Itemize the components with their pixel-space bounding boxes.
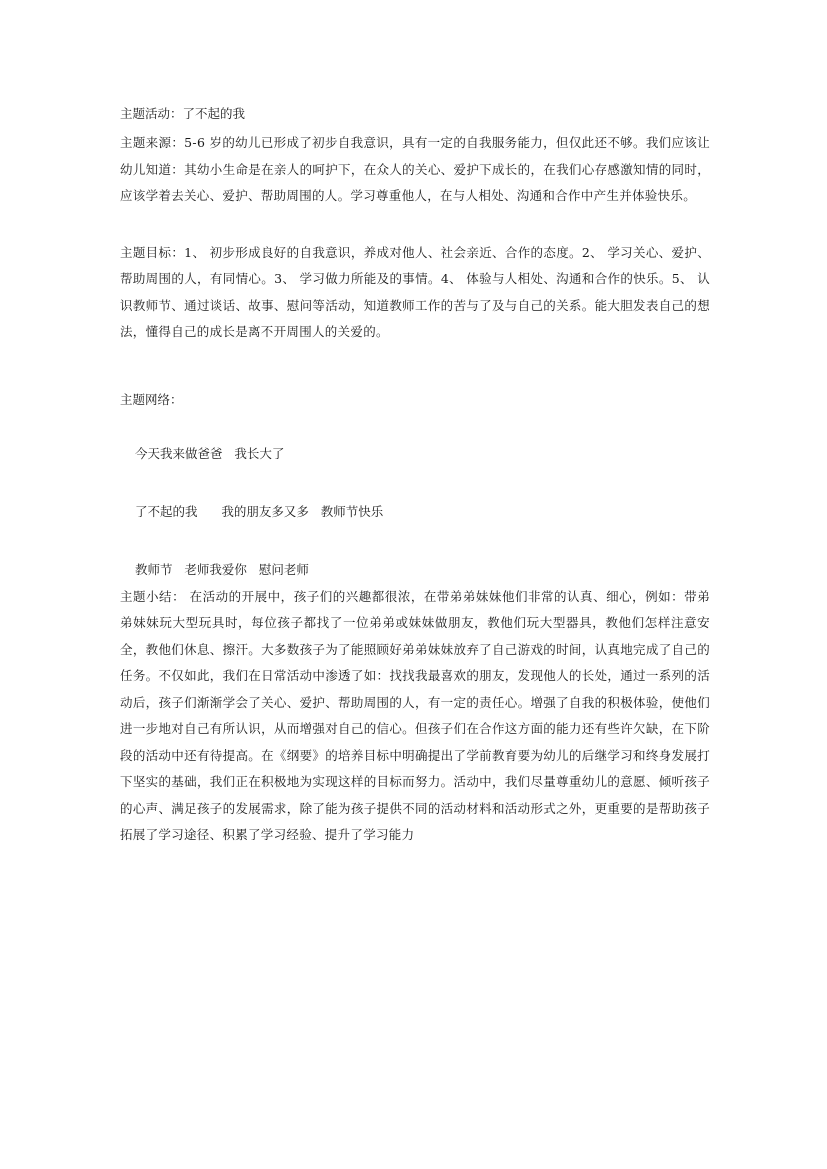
- network-row: 了不起的我 我的朋友多又多 教师节快乐: [135, 503, 384, 519]
- document-page: [120, 104, 710, 849]
- theme-source-paragraph: 主题来源：5-6 岁的幼儿已形成了初步自我意识，具有一定的自我服务能力，但仅此还不够。我们应该让幼儿知道：其幼小生命是在亲人的呵护下，在众人的关心、爱护下成长的，在我们心存感激知情的同时，应该学着去关心、爱护、帮助周围的人。学习尊重他人，在与人相处、沟通和合作中产生并体验快乐。: [120, 135, 710, 203]
- theme-goals-paragraph: 主题目标：1、 初步形成良好的自我意识，养成对他人、社会亲近、合作的态度。2、 学习关心、爱护、帮助周围的人，有同情心。3、 学习做力所能及的事情。4、 体验与人相处、沟通和合作的快乐。5、 认识教师节、通过谈话、故事、慰问等活动，知道教师工作的苦与了及与自己的关系。能大胆发表自己的想法，懂得自己的成长是离不开周围人的关爱的。: [120, 244, 710, 339]
- theme-network: [120, 444, 710, 580]
- network-row: 教师节 老师我爱你 慰问老师: [135, 561, 309, 577]
- document-title: 主题活动：了不起的我: [120, 106, 246, 121]
- network-row: 今天我来做爸爸 我长大了: [135, 445, 285, 461]
- theme-summary-paragraph: 主题小结： 在活动的开展中，孩子们的兴趣都很浓，在带弟弟妹妹他们非常的认真、细心，例如：带弟弟妹妹玩大型玩具时，每位孩子都找了一位弟弟或妹妹做朋友，教他们玩大型器具，教他们怎样注意安全，教他们休息、擦汗。大多数孩子为了能照顾好弟弟妹妹放弃了自己游戏的时间，认真地完成了自己的任务。不仅如此，我们在日常活动中渗透了如：找找我最喜欢的朋友，发现他人的长处，通过一系列的活动后，孩子们渐渐学会了关心、爱护、帮助周围的人，有一定的责任心。增强了自我的积极体验，使他们进一步地对自己有所认识，从而增强对自己的信心。但孩子们在合作这方面的能力还有些许欠缺，在下阶段的活动中还有待提高。在《纲要》的培养目标中明确提出了学前教育要为幼儿的后继学习和终身发展打下坚实的基础，我们正在积极地为实现这样的目标而努力。活动中，我们尽量尊重幼儿的意愿、倾听孩子的心声、满足孩子的发展需求，除了能为孩子提供不同的活动材料和活动形式之外，更重要的是帮助孩子拓展了学习途径、积累了学习经验、提升了学习能力: [120, 588, 710, 842]
- theme-network-label: 主题网络：: [120, 391, 183, 407]
